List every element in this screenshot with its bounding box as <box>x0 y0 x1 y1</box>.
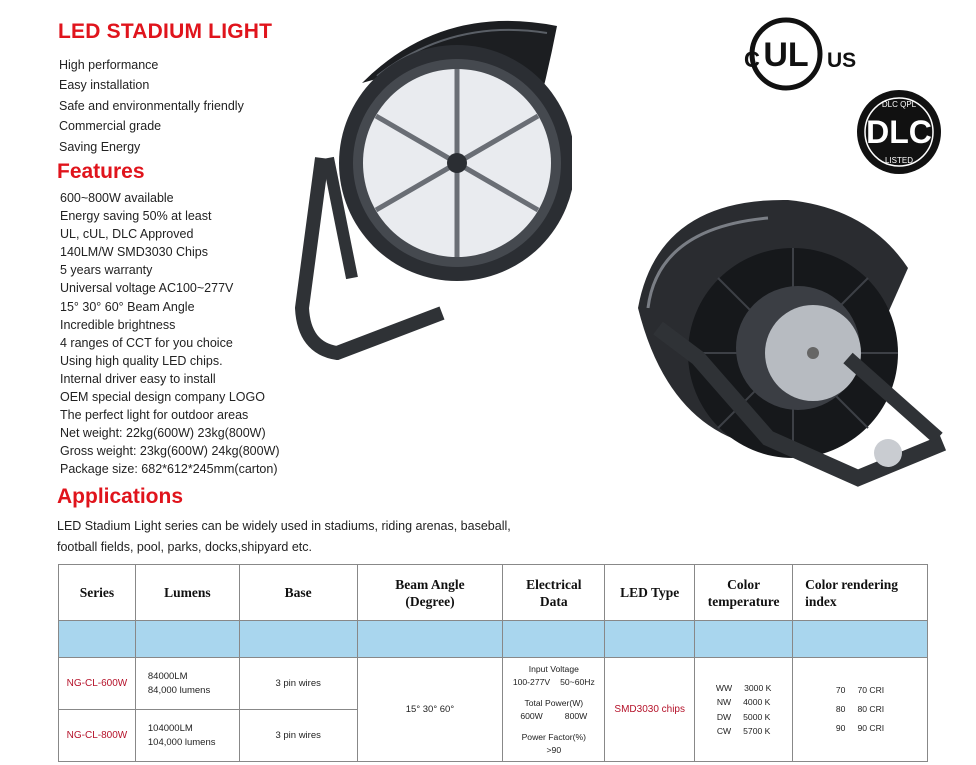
feature-item: UL, cUL, DLC Approved <box>60 227 194 242</box>
base-cell: 3 pin wires <box>239 710 357 762</box>
header-base: Base <box>239 565 357 621</box>
applications-text: LED Stadium Light series can be widely used in stadiums, riding arenas, baseball, football fields, pool, parks, docks,shipyard etc. <box>57 519 511 554</box>
highlight-item: Easy installation <box>59 78 150 93</box>
feature-item: OEM special design company LOGO <box>60 390 265 405</box>
feature-item: Incredible brightness <box>60 317 176 332</box>
dlc-bottom-text: LISTED <box>884 156 914 165</box>
applications-heading: Applications <box>57 485 184 508</box>
features-list <box>60 189 280 479</box>
cul-ul-text: UL <box>763 36 809 74</box>
dlc-top-text: DLC QPL <box>881 100 917 109</box>
feature-item: 140LM/W SMD3030 Chips <box>60 245 208 260</box>
series-cell: NG-CL-600W <box>59 658 136 710</box>
table-header-row <box>59 565 928 621</box>
cul-c-text: C <box>744 47 760 72</box>
series-cell: NG-CL-800W <box>59 710 136 762</box>
feature-item: 15° 30° 60° Beam Angle <box>60 299 195 314</box>
lumens-cell: 104000LM 104,000 lumens <box>135 710 239 762</box>
color-temperature-cell: WW 3000 K NW 4000 K DW 5000 K CW 5700 K <box>695 658 793 762</box>
feature-item: Gross weight: 23kg(600W) 24kg(800W) <box>60 444 280 459</box>
cul-us-logo <box>732 12 858 94</box>
spec-table <box>58 564 928 762</box>
header-lumens: Lumens <box>135 565 239 621</box>
dlc-main-text: DLC <box>866 114 932 150</box>
feature-item: Universal voltage AC100~277V <box>60 281 234 296</box>
features-heading: Features <box>57 160 145 183</box>
beam-angle-cell: 15° 30° 60° <box>357 658 503 762</box>
table-spacer-row <box>59 621 928 658</box>
feature-item: Internal driver easy to install <box>60 371 216 386</box>
feature-item: 5 years warranty <box>60 263 153 278</box>
feature-item: Package size: 682*612*245mm(carton) <box>60 462 278 477</box>
feature-item: 600~800W available <box>60 191 174 205</box>
product-rear-image <box>618 188 953 495</box>
highlights-list <box>59 55 244 157</box>
highlight-item: Safe and environmentally friendly <box>59 98 244 113</box>
header-cri: Color rendering index <box>793 565 928 621</box>
header-beam-angle: Beam Angle (Degree) <box>357 565 503 621</box>
feature-item: Net weight: 22kg(600W) 23kg(800W) <box>60 426 266 441</box>
highlight-item: High performance <box>59 58 159 72</box>
feature-item: Using high quality LED chips. <box>60 353 223 368</box>
feature-item: Energy saving 50% at least <box>60 209 212 224</box>
cri-cell: 70 70 CRI 80 80 CRI 90 90 CRI <box>793 658 928 762</box>
header-led-type: LED Type <box>605 565 695 621</box>
cul-us-text: US <box>827 49 857 72</box>
table-row <box>59 658 928 710</box>
dlc-logo <box>851 88 947 176</box>
electrical-data-cell: Input Voltage 100-277V 50~60Hz Total Power(W) 600W 800W Power Factor(%) >90 <box>503 658 605 762</box>
product-front-image <box>292 8 572 360</box>
header-color-temperature: Color temperature <box>695 565 793 621</box>
highlight-item: Commercial grade <box>59 119 162 134</box>
led-type-cell: SMD3030 chips <box>605 658 695 762</box>
feature-item: 4 ranges of CCT for you choice <box>60 335 233 350</box>
header-series: Series <box>59 565 136 621</box>
header-electrical-data: Electrical Data <box>503 565 605 621</box>
highlight-item: Saving Energy <box>59 139 141 154</box>
page-title: LED STADIUM LIGHT <box>58 20 273 43</box>
base-cell: 3 pin wires <box>239 658 357 710</box>
feature-item: The perfect light for outdoor areas <box>60 408 249 423</box>
lumens-cell: 84000LM 84,000 lumens <box>135 658 239 710</box>
